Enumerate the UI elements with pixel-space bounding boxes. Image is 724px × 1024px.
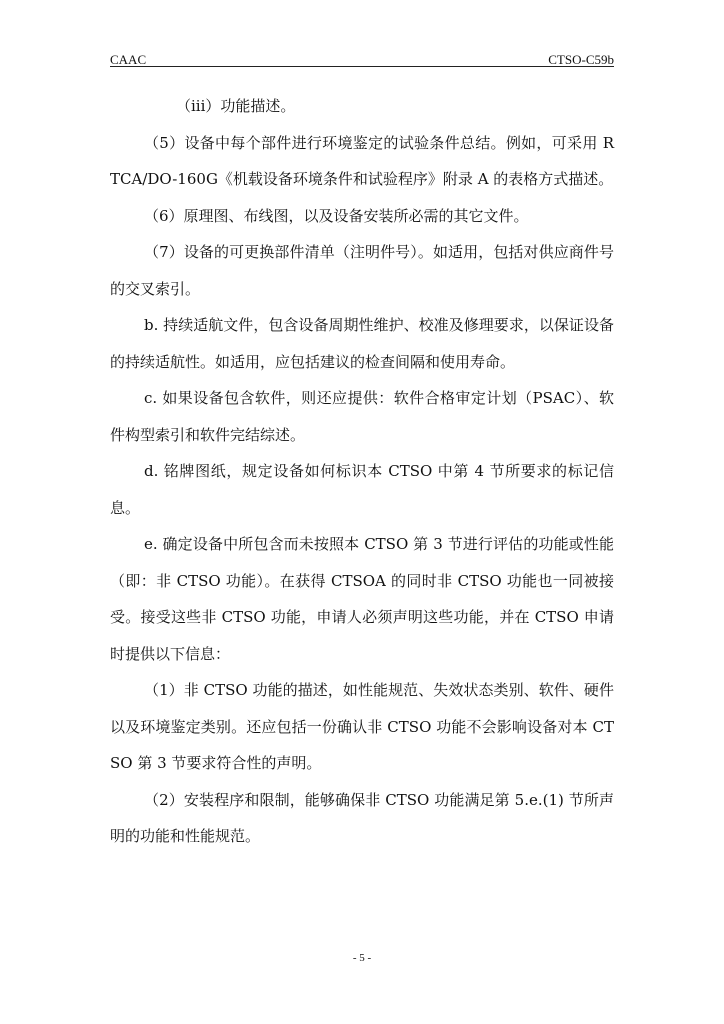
page-header (110, 44, 614, 67)
paragraph-e1-description: （1）非 CTSO 功能的描述，如性能规范、失效状态类别、软件、硬件以及环境鉴定类别。还应包括一份确认非 CTSO 功能不会影响设备对本 CTSO 第 3 节要求符合性的声明。 (110, 681, 614, 772)
paragraph-c-software: c. 如果设备包含软件，则还应提供：软件合格审定计划（PSAC）、软件构型索引和软件完结综述。 (110, 389, 614, 444)
paragraph-6-schematics: （6）原理图、布线图，以及设备安装所必需的其它文件。 (144, 206, 529, 225)
paragraph-5-environment-test-summary: （5）设备中每个部件进行环境鉴定的试验条件总结。例如，可采用 RTCA/DO-160G《机载设备环境条件和试验程序》附录 A 的表格方式描述。 (110, 133, 614, 188)
page-number: - 5 - (352, 952, 372, 964)
paragraph-b-continued-airworthiness: b. 持续适航文件，包含设备周期性维护、校准及修理要求，以保证设备的持续适航性。如适用，应包括建议的检查间隔和使用寿命。 (110, 316, 614, 371)
header-org-label: CAAC (110, 52, 147, 67)
header-doc-id: CTSO-C59b (548, 52, 614, 67)
document-body (110, 88, 614, 855)
paragraph-iii-function-description: （iii）功能描述。 (176, 97, 296, 115)
paragraph-d-nameplate: d. 铭牌图纸，规定设备如何标识本 CTSO 中第 4 节所要求的标记信息。 (110, 462, 614, 517)
paragraph-e-non-ctso-functions: e. 确定设备中所包含而未按照本 CTSO 第 3 节进行评估的功能或性能（即：非 CTSO 功能）。在获得 CTSOA 的同时非 CTSO 功能也一同被接受。接受这些非 CTSO 功能，申请人必须声明这些功能，并在 CTSO 申请时提供以下信息： (110, 535, 614, 663)
paragraph-e2-installation: （2）安装程序和限制，能够确保非 CTSO 功能满足第 5.e.(1) 节所声明的功能和性能规范。 (110, 790, 614, 845)
paragraph-7-replaceable-parts: （7）设备的可更换部件清单（注明件号）。如适用，包括对供应商件号的交叉索引。 (110, 243, 614, 298)
